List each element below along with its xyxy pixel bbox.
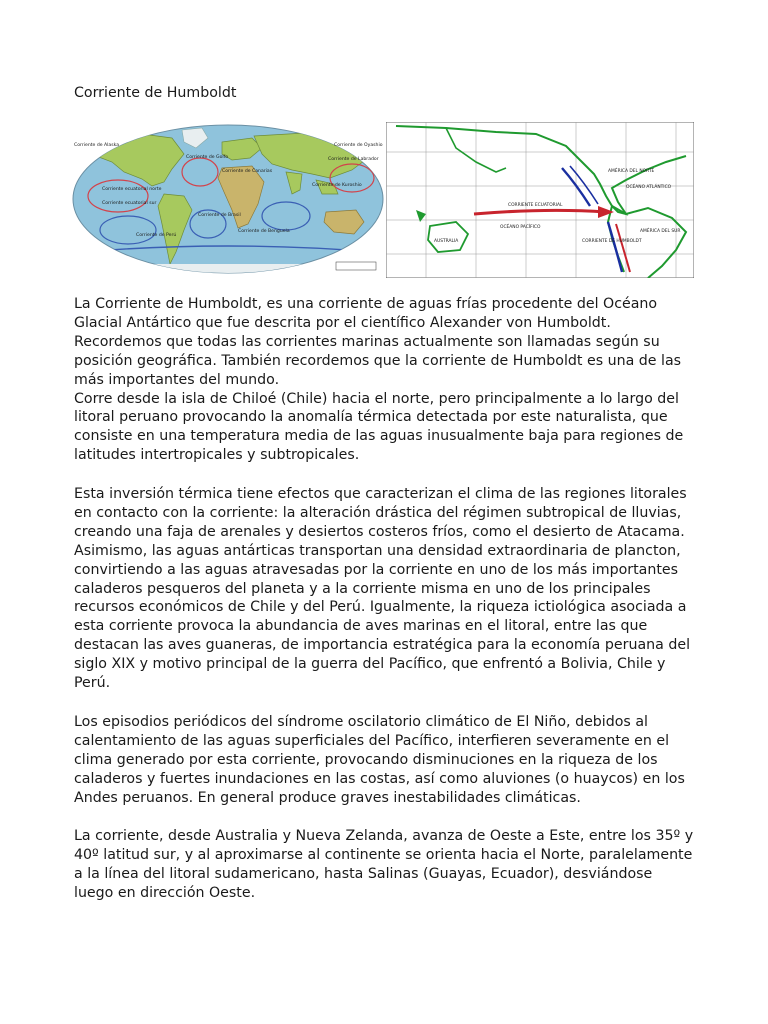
text-line: 40º latitud sur, y al aproximarse al continente se orienta hacia el Norte, paralelamente: [74, 846, 693, 863]
world-label-ecuatorial-sur: Corriente ecuatorial sur: [102, 201, 157, 206]
text-line: siglo XIX y motivo principal de la guerra del Pacífico, que enfrentó a Bolivia, Chile y: [74, 656, 666, 673]
world-label-kuroshio: Corriente de Kuroshio: [312, 183, 362, 188]
text-line: a la línea del litoral sudamericano, hasta Salinas (Guayas, Ecuador), desviándose: [74, 865, 653, 882]
text-line: Andes peruanos. En general produce graves inestabilidades climáticas.: [74, 789, 581, 806]
humboldt-current-map: [386, 122, 694, 278]
text-line: Perú.: [74, 675, 111, 692]
pacific-label-pacifico: OCÉANO PACÍFICO: [500, 225, 541, 230]
world-label-peru: Corriente de Perú: [136, 233, 177, 238]
text-line: recursos económicos de Chile y del Perú. Igualmente, la riqueza ictiológica asociada a: [74, 599, 687, 616]
text-line: Esta inversión térmica tiene efectos que caracterizan el clima de las regiones litorales: [74, 486, 687, 502]
world-label-benguela: Corriente de Benguela: [238, 229, 290, 234]
text-line: Corre desde la isla de Chiloé (Chile) hacia el norte, pero principalmente a lo largo del: [74, 390, 679, 407]
pacific-label-humboldt: CORRIENTE DE HUMBOLDT: [582, 239, 642, 244]
text-line: caladeros pesqueros del planeta y a la corriente misma en uno de los principales: [74, 580, 651, 597]
text-line: clima generado por esta corriente, provocando disminuciones en la riqueza de los: [74, 751, 658, 768]
text-line: Glacial Antártico que fue descrita por el científico Alexander von Humboldt.: [74, 314, 611, 331]
world-label-labrador: Corriente de Labrador: [328, 157, 379, 162]
pacific-label-ecuatorial: CORRIENTE ECUATORIAL: [508, 203, 563, 208]
text-line: más importantes del mundo.: [74, 371, 280, 388]
text-line: convirtiendo a las aguas atravesadas por la corriente en uno de los más importantes: [74, 561, 679, 578]
paragraph-route: [74, 827, 698, 903]
world-currents-map: [72, 124, 384, 274]
text-line: consiste en una temperatura media de las aguas inusualmente baja para regiones de: [74, 428, 684, 445]
pacific-label-america-norte: AMÉRICA DEL NORTE: [608, 169, 655, 174]
pacific-label-america-sur: AMÉRICA DEL SUR: [640, 229, 681, 234]
world-label-oyashio: Corriente de Oyashio: [334, 143, 383, 148]
world-label-ecuatorial-norte: Corriente ecuatorial norte: [102, 187, 162, 192]
world-label-canarias: Corriente de Canarias: [222, 169, 273, 174]
pacific-map-graphic: [386, 122, 694, 278]
text-line: caladeros y fuertes inundaciones en las costas, así como aluviones (o huaycos) en los: [74, 770, 685, 787]
pacific-label-australia: AUSTRALIA: [434, 239, 459, 244]
world-label-alaska: Corriente de Alaska: [74, 143, 120, 148]
text-line: litoral peruano provocando la anomalía térmica detectada por este naturalista, que: [74, 409, 668, 426]
text-line: posición geográfica. También recordemos que la corriente de Humboldt es una de las: [74, 352, 682, 369]
map-scale-bar: [336, 262, 376, 270]
text-line: luego en dirección Oeste.: [74, 884, 256, 901]
document-title: Corriente de Humboldt: [74, 85, 237, 101]
world-label-golfo: Corriente de Golfo: [186, 155, 229, 160]
text-line: La Corriente de Humboldt, es una corriente de aguas frías procedente del Océano: [74, 296, 658, 312]
text-line: destacan las aves guaneras, de importancia estratégica para la economía peruana del: [74, 637, 691, 654]
text-line: Recordemos que todas las corrientes marinas actualmente son llamadas según su: [74, 333, 660, 350]
text-line: creando una faja de arenales y desiertos costeros fríos, como el desierto de Atacama.: [74, 523, 685, 540]
paragraph-thermal-inversion: [74, 485, 698, 693]
text-line: Asimismo, las aguas antárticas transportan una densidad extraordinaria de plancton,: [74, 542, 681, 559]
text-line: esta corriente provoca la abundancia de aves marinas en el litoral, entre las que: [74, 618, 648, 635]
world-label-brasil: Corriente de Brasil: [198, 213, 241, 218]
text-line: en contacto con la corriente: la alteración drástica del régimen subtropical de lluvias,: [74, 504, 682, 521]
pacific-label-atlantico: OCÉANO ATLÁNTICO: [626, 185, 672, 190]
world-map-graphic: [72, 124, 384, 274]
paragraph-el-nino: [74, 713, 698, 808]
text-line: latitudes intertropicales y subtropicales.: [74, 447, 360, 464]
paragraph-intro: [74, 295, 698, 465]
text-line: La corriente, desde Australia y Nueva Zelanda, avanza de Oeste a Este, entre los 35º y: [74, 828, 694, 844]
text-line: Los episodios periódicos del síndrome oscilatorio climático de El Niño, debidos al: [74, 714, 648, 730]
text-line: calentamiento de las aguas superficiales del Pacífico, interfieren severamente en el: [74, 732, 670, 749]
